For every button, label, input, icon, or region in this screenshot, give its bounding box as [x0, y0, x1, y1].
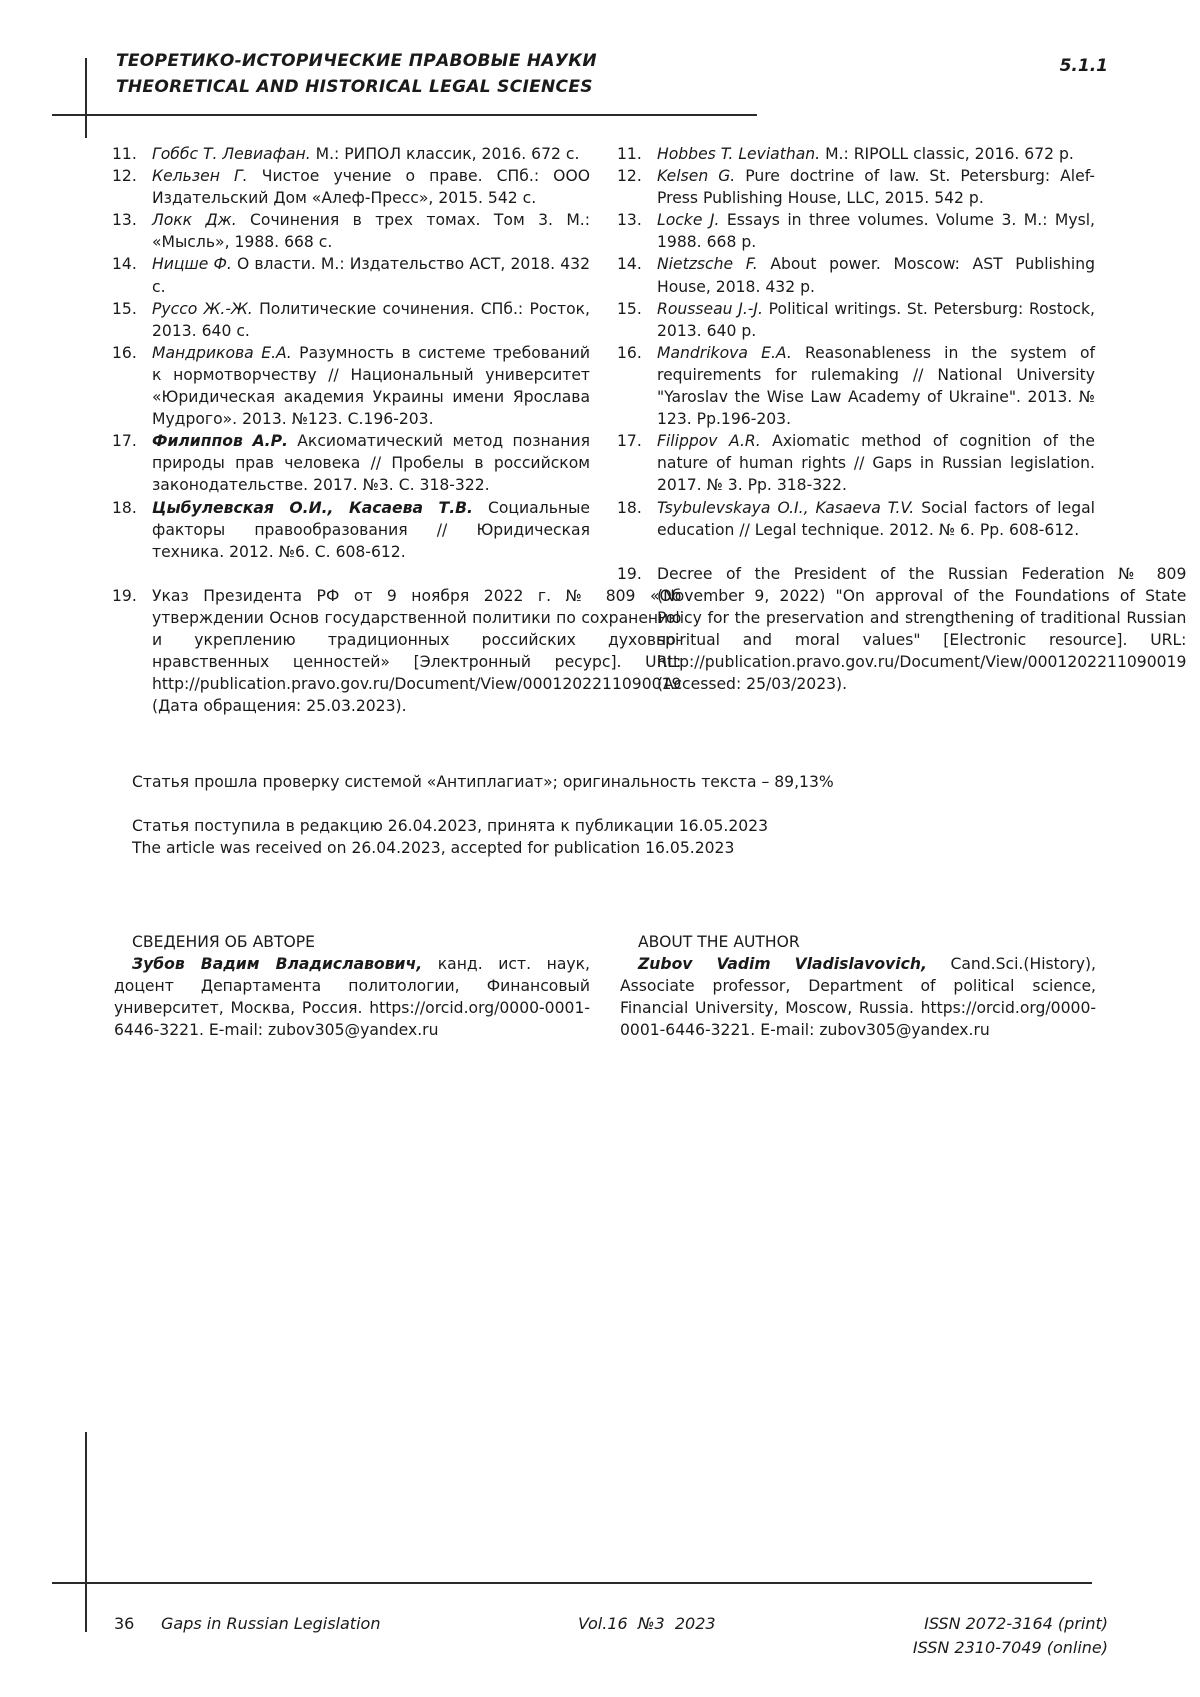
reference-details: Pure doctrine of law. St. Petersburg: Alef-Press Publishing House, LLC, 2015. 542 p.: [657, 167, 1095, 208]
reference-text: [152, 342, 590, 430]
reference-item: [112, 342, 590, 430]
reference-author: Руссо Ж.-Ж.: [152, 299, 253, 318]
reference-text: [657, 430, 1095, 496]
reference-details: M.: RIPOLL classic, 2016. 672 p.: [820, 145, 1074, 163]
reference-number: 16.: [112, 343, 137, 362]
reference-text: [657, 342, 1095, 430]
reference-details: Reasonableness in the system of requirements for rulemaking // National University "Yaroslav the Wise Law Academy of Ukraine". 2013. № 123. Pp.196-203.: [657, 343, 1095, 429]
journal-name: Gaps in Russian Legislation: [161, 1614, 381, 1633]
reference-author: Filippov A.R.: [657, 432, 761, 451]
reference-item: [617, 342, 1095, 430]
reference-text: [657, 253, 1095, 297]
author-name-ru: Зубов Вадим Владиславович,: [132, 955, 423, 974]
reference-author: Tsybulevskaya O.I., Kasaeva T.V.: [657, 498, 915, 517]
author-details-en: Cand.Sci.(History), Associate professor, Department of political science, Financial University, Moscow, Russia. https://orcid.org/0000-0001-6446-3221. E-mail: zubov305@yandex.ru: [620, 955, 1096, 1040]
reference-number: 17.: [617, 432, 642, 451]
reference-details: Decree of the President of the Russian Federation № 809 (November 9, 2022) "On approval of the Foundations of State Policy for the preservation and strengthening of traditional Russian spiritual and moral values" [Electronic resource]. URL: http://publication.pravo.gov.ru/Document/View/0001202211090019 (Accessed: 25/03/2023).: [657, 564, 1187, 694]
reference-item: [617, 165, 1095, 209]
reference-details: Аксиоматический метод познания природы прав человека // Пробелы в российском законодательстве. 2017. №3. С. 318-322.: [152, 432, 590, 495]
issn-print: ISSN 2072-3164 (print): [924, 1614, 1108, 1633]
reference-item: [617, 143, 1095, 165]
reference-item: [112, 497, 590, 563]
received-notice-en: The article was received on 26.04.2023, accepted for publication 16.05.2023: [132, 839, 735, 857]
reference-number: 11.: [112, 145, 137, 163]
reference-item: [112, 253, 590, 297]
reference-item: [112, 298, 590, 342]
reference-item: [617, 298, 1095, 342]
reference-item: [617, 497, 1095, 541]
reference-number: 16.: [617, 343, 642, 362]
reference-item: [617, 209, 1095, 253]
reference-number: 11.: [617, 145, 642, 163]
reference-details: О власти. М.: Издательство АСТ, 2018. 432 с.: [152, 255, 590, 296]
reference-text: [152, 497, 590, 563]
reference-item: [617, 430, 1095, 496]
reference-item: [617, 563, 1187, 696]
reference-number: 12.: [617, 167, 642, 186]
reference-author: Мандрикова Е.А.: [152, 343, 292, 362]
footer-vertical-rule: [85, 1432, 87, 1632]
reference-item: [112, 143, 590, 165]
header-vertical-rule: [85, 58, 87, 138]
issn-online: ISSN 2310-7049 (online): [912, 1638, 1108, 1657]
reference-number: 15.: [112, 299, 137, 318]
header-horizontal-rule: [52, 114, 757, 116]
reference-number: 13.: [617, 211, 642, 230]
reference-details: Социальные факторы правообразования // Юридическая техника. 2012. №6. С. 608-612.: [152, 498, 590, 561]
reference-text: [152, 253, 590, 297]
reference-text: [657, 165, 1095, 209]
references-list-en: [617, 143, 1187, 695]
section-title-ru: ТЕОРЕТИКО-ИСТОРИЧЕСКИЕ ПРАВОВЫЕ НАУКИ: [116, 51, 597, 71]
reference-item: [112, 209, 590, 253]
reference-number: 19.: [112, 586, 137, 605]
received-notice-ru: Статья поступила в редакцию 26.04.2023, принята к публикации 16.05.2023: [132, 817, 769, 835]
reference-author: Locke J.: [657, 211, 720, 230]
reference-number: 14.: [112, 255, 137, 274]
footer-horizontal-rule: [52, 1582, 1092, 1584]
reference-number: 19.: [617, 564, 642, 583]
section-title-en: THEORETICAL AND HISTORICAL LEGAL SCIENCES: [116, 77, 593, 97]
author-info-ru: [114, 931, 590, 1041]
author-body-en: [620, 953, 1096, 1041]
author-name-en: Zubov Vadim Vladislavovich,: [638, 955, 927, 974]
reference-number: 14.: [617, 255, 642, 274]
reference-details: М.: РИПОЛ классик, 2016. 672 с.: [310, 145, 580, 163]
specialty-code: 5.1.1: [1059, 56, 1108, 76]
reference-item: [112, 585, 682, 718]
reference-details: Политические сочинения. СПб.: Росток, 2013. 640 с.: [152, 299, 590, 340]
reference-text: [152, 430, 590, 496]
reference-author: Ницше Ф.: [152, 255, 232, 274]
reference-author: Rousseau J.-J.: [657, 299, 763, 318]
reference-text: [657, 497, 1095, 541]
reference-details: Разумность в системе требований к нормотворчеству // Национальный университет «Юридическая академия Украины имени Ярослава Мудрого». 2013. №123. С.196-203.: [152, 343, 590, 429]
reference-author: Hobbes T. Leviathan.: [657, 145, 821, 163]
author-heading-ru: СВЕДЕНИЯ ОБ АВТОРЕ: [132, 933, 316, 951]
reference-number: 18.: [112, 498, 137, 517]
reference-text: [152, 298, 590, 342]
reference-details: Essays in three volumes. Volume 3. M.: Mysl, 1988. 668 p.: [657, 211, 1095, 252]
reference-item: [617, 253, 1095, 297]
reference-details: Сочинения в трех томах. Том 3. М.: «Мысль», 1988. 668 с.: [152, 211, 590, 252]
page-number: 36: [114, 1614, 135, 1633]
author-body-ru: [114, 953, 590, 1041]
reference-text: [657, 563, 1186, 696]
author-details-ru: канд. ист. наук, доцент Департамента политологии, Финансовый университет, Москва, Россия. https://orcid.org/0000-0001-6446-3221. E-mail: zubov305@yandex.ru: [114, 955, 590, 1040]
reference-author: Гоббс Т. Левиафан.: [152, 145, 311, 163]
reference-item: [112, 430, 590, 496]
reference-item: [112, 165, 590, 209]
reference-text: [657, 143, 1095, 165]
reference-details: Чистое учение о праве. СПб.: ООО Издательский Дом «Алеф-Пресс», 2015. 542 с.: [152, 167, 590, 208]
author-heading-en: ABOUT THE AUTHOR: [638, 933, 800, 951]
reference-details: Axiomatic method of cognition of the nature of human rights // Gaps in Russian legislation. 2017. № 3. Pp. 318-322.: [657, 432, 1095, 495]
reference-text: [657, 209, 1095, 253]
issn-block: [913, 1612, 1108, 1660]
reference-details: Political writings. St. Petersburg: Rostock, 2013. 640 p.: [657, 299, 1095, 340]
reference-details: Social factors of legal education // Legal technique. 2012. № 6. Pp. 608-612.: [657, 498, 1095, 539]
reference-details: About power. Moscow: AST Publishing House, 2018. 432 p.: [657, 255, 1095, 296]
reference-author: Локк Дж.: [152, 211, 237, 230]
volume-issue: Vol.16 №3 2023: [578, 1614, 716, 1633]
reference-author: Mandrikova E.A.: [657, 343, 792, 362]
reference-details: Указ Президента РФ от 9 ноября 2022 г. № 809 «Об утверждении Основ государственной политики по сохранению и укреплению традиционных российских духовно-нравственных ценностей» [Электронный ресурс]. URL: http://publication.pravo.gov.ru/Document/View/0001202211090019 (Дата обращения: 25.03.2023).: [152, 586, 682, 716]
reference-text: [152, 209, 590, 253]
reference-author: Кельзен Г.: [152, 167, 248, 186]
reference-text: [152, 143, 590, 165]
references-list-ru: [112, 143, 682, 717]
author-info-en: [620, 931, 1096, 1041]
antiplagiat-notice: Статья прошла проверку системой «Антиплагиат»; оригинальность текста – 89,13%: [132, 773, 834, 791]
reference-text: [657, 298, 1095, 342]
reference-number: 15.: [617, 299, 642, 318]
reference-author: Nietzsche F.: [657, 255, 758, 274]
reference-number: 17.: [112, 432, 137, 451]
reference-number: 18.: [617, 498, 642, 517]
reference-author: Цыбулевская О.И., Касаева Т.В.: [152, 498, 473, 517]
reference-author: Kelsen G.: [657, 167, 736, 186]
reference-text: [152, 165, 590, 209]
reference-text: [152, 585, 681, 718]
reference-author: Филиппов А.Р.: [152, 432, 288, 451]
reference-number: 13.: [112, 211, 137, 230]
section-heading: [116, 48, 597, 100]
reference-number: 12.: [112, 167, 137, 186]
